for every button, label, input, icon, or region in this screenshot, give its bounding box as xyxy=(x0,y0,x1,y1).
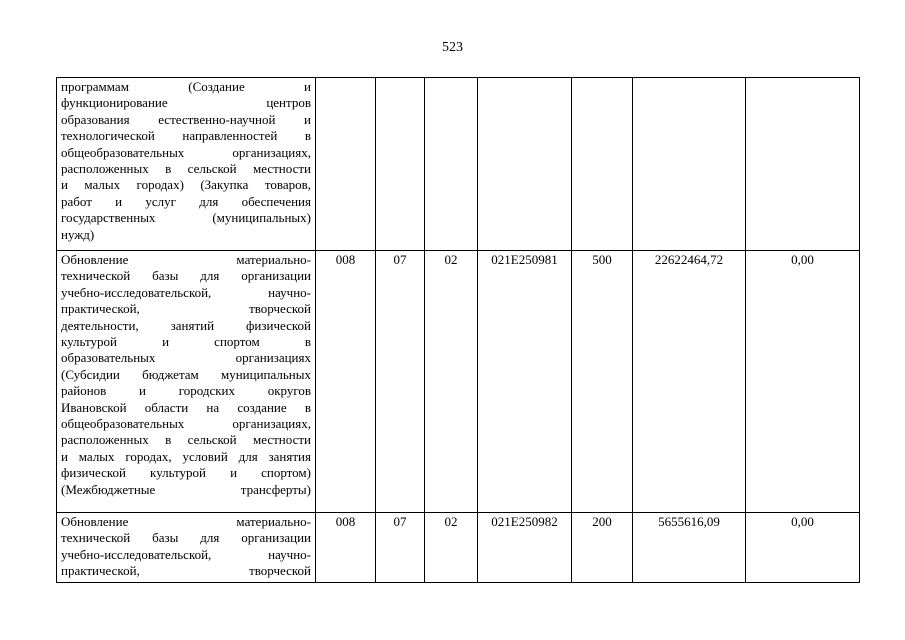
desc-line: технологической направленностей в xyxy=(61,128,311,144)
desc-line: (Межбюджетные трансферты) xyxy=(61,481,311,497)
subsection-code xyxy=(425,78,478,251)
desc-line: учебно-исследовательской, научно- xyxy=(61,284,311,300)
subsection-code: 02 xyxy=(425,513,478,583)
desc-line: функционирование центров xyxy=(61,95,311,111)
desc-line: расположенных в сельской местности xyxy=(61,432,311,448)
desc-line: технической базы для организации xyxy=(61,268,311,284)
section-code xyxy=(376,78,425,251)
desc-line: физической культурой и спортом) xyxy=(61,465,311,481)
target-article-code: 021E250981 xyxy=(478,251,572,513)
ministry-code: 008 xyxy=(316,251,376,513)
table-row xyxy=(57,251,860,513)
row-description xyxy=(57,251,316,513)
desc-line: учебно-исследовательской, научно- xyxy=(61,546,311,562)
desc-line: образовательных организациях xyxy=(61,350,311,366)
budget-table xyxy=(56,77,860,583)
ministry-code: 008 xyxy=(316,513,376,583)
desc-line: практической, творческой xyxy=(61,301,311,317)
table-row xyxy=(57,78,860,251)
desc-line: технической базы для организации xyxy=(61,530,311,546)
desc-line: районов и городских округов xyxy=(61,383,311,399)
desc-line: и малых городах) (Закупка товаров, xyxy=(61,177,311,193)
amount-2: 0,00 xyxy=(746,513,860,583)
desc-line: расположенных в сельской местности xyxy=(61,161,311,177)
desc-line: программам (Создание и xyxy=(61,79,311,94)
target-article-code: 021E250982 xyxy=(478,513,572,583)
desc-line: работ и услуг для обеспечения xyxy=(61,193,311,209)
page-number: 523 xyxy=(442,40,463,55)
amount-2 xyxy=(746,78,860,251)
row-description xyxy=(57,78,316,251)
amount-1: 5655616,09 xyxy=(633,513,746,583)
desc-line: нужд) xyxy=(61,226,95,242)
desc-line: государственных (муниципальных) xyxy=(61,210,311,226)
expense-type-code xyxy=(572,78,633,251)
amount-1: 22622464,72 xyxy=(633,251,746,513)
subsection-code: 02 xyxy=(425,251,478,513)
desc-line: и малых городах, условий для занятия xyxy=(61,448,311,464)
expense-type-code: 500 xyxy=(572,251,633,513)
desc-line: Обновление материально- xyxy=(61,252,311,267)
expense-type-code: 200 xyxy=(572,513,633,583)
target-article-code xyxy=(478,78,572,251)
amount-1 xyxy=(633,78,746,251)
section-code: 07 xyxy=(376,513,425,583)
desc-line: (Субсидии бюджетам муниципальных xyxy=(61,366,311,382)
desc-line: практической, творческой xyxy=(61,563,311,579)
desc-line: общеобразовательных организациях, xyxy=(61,416,311,432)
ministry-code xyxy=(316,78,376,251)
section-code: 07 xyxy=(376,251,425,513)
desc-line: образования естественно-научной и xyxy=(61,111,311,127)
desc-line: деятельности, занятий физической xyxy=(61,317,311,333)
desc-line: общеобразовательных организациях, xyxy=(61,144,311,160)
desc-line: Ивановской области на создание в xyxy=(61,399,311,415)
desc-line: Обновление материально- xyxy=(61,514,311,529)
amount-2: 0,00 xyxy=(746,251,860,513)
row-description xyxy=(57,513,316,583)
desc-line: культурой и спортом в xyxy=(61,334,311,350)
table-row xyxy=(57,513,860,583)
